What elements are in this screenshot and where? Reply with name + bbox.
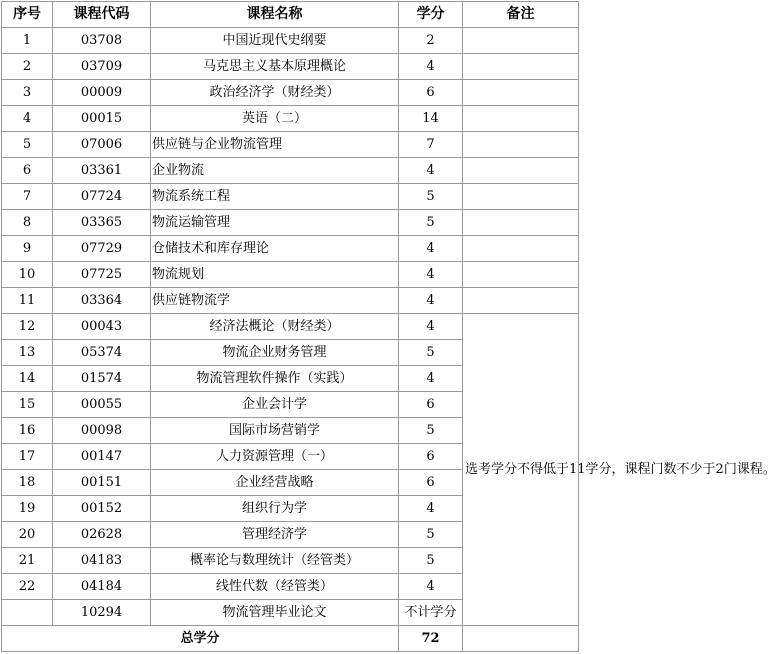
row-course-name: 人力资源管理（一） [151, 444, 399, 470]
row-code: 00098 [53, 418, 151, 444]
row-seq: 11 [2, 288, 53, 314]
row-code: 04183 [53, 548, 151, 574]
row-credit: 14 [399, 106, 463, 132]
row-remark [463, 54, 579, 80]
row-course-name: 英语（二） [151, 106, 399, 132]
row-code: 03708 [53, 28, 151, 54]
row-code: 00055 [53, 392, 151, 418]
table-body [2, 28, 776, 626]
row-seq: 9 [2, 236, 53, 262]
row-remark [463, 28, 579, 54]
table-row [2, 80, 579, 106]
row-credit: 4 [399, 288, 463, 314]
row-credit: 5 [399, 210, 463, 236]
row-credit: 不计学分 [399, 600, 463, 626]
row-course-name: 企业物流 [151, 158, 399, 184]
row-seq: 1 [2, 28, 53, 54]
row-credit: 5 [399, 340, 463, 366]
row-seq: 4 [2, 106, 53, 132]
row-credit: 2 [399, 28, 463, 54]
row-course-name: 物流企业财务管理 [151, 340, 399, 366]
row-credit: 5 [399, 184, 463, 210]
row-course-name: 企业经营战略 [151, 470, 399, 496]
row-course-name: 供应链与企业物流管理 [151, 132, 399, 158]
row-code: 10294 [53, 600, 151, 626]
row-course-name: 中国近现代史纲要 [151, 28, 399, 54]
row-course-name: 组织行为学 [151, 496, 399, 522]
row-course-name: 线性代数（经管类） [151, 574, 399, 600]
row-credit: 6 [399, 444, 463, 470]
row-seq: 17 [2, 444, 53, 470]
row-credit: 4 [399, 158, 463, 184]
row-credit: 5 [399, 418, 463, 444]
row-course-name: 物流运输管理 [151, 210, 399, 236]
row-credit: 4 [399, 54, 463, 80]
row-code: 00147 [53, 444, 151, 470]
row-credit: 6 [399, 470, 463, 496]
row-code: 07724 [53, 184, 151, 210]
table-row [2, 288, 579, 314]
total-label: 总学分 [2, 626, 399, 652]
row-code: 07729 [53, 236, 151, 262]
row-credit: 4 [399, 574, 463, 600]
row-remark [463, 106, 579, 132]
row-course-name: 物流管理软件操作（实践） [151, 366, 399, 392]
row-credit: 5 [399, 522, 463, 548]
row-course-name: 国际市场营销学 [151, 418, 399, 444]
row-code: 00043 [53, 314, 151, 340]
header-remark: 备注 [463, 2, 579, 28]
row-code: 00015 [53, 106, 151, 132]
row-code: 05374 [53, 340, 151, 366]
header-row [2, 2, 579, 28]
row-code: 01574 [53, 366, 151, 392]
row-seq: 12 [2, 314, 53, 340]
elective-note: 选考学分不得低于11学分，课程门数不少于2门课程。 [463, 314, 579, 626]
row-remark [463, 236, 579, 262]
table-row [2, 158, 579, 184]
row-credit: 6 [399, 392, 463, 418]
row-code: 02628 [53, 522, 151, 548]
row-seq: 16 [2, 418, 53, 444]
table-row [2, 236, 579, 262]
row-course-name: 供应链物流学 [151, 288, 399, 314]
table-row [2, 210, 579, 236]
row-seq: 18 [2, 470, 53, 496]
row-seq: 21 [2, 548, 53, 574]
table-row [2, 28, 579, 54]
table-row [2, 184, 579, 210]
row-course-name: 经济法概论（财经类） [151, 314, 399, 340]
table-row [2, 314, 579, 340]
row-course-name: 马克思主义基本原理概论 [151, 54, 399, 80]
header-seq: 序号 [2, 2, 53, 28]
row-seq: 22 [2, 574, 53, 600]
row-credit: 4 [399, 366, 463, 392]
row-course-name: 物流规划 [151, 262, 399, 288]
row-code: 00151 [53, 470, 151, 496]
row-code: 03361 [53, 158, 151, 184]
row-remark [463, 210, 579, 236]
table-row [2, 106, 579, 132]
row-course-name: 概率论与数理统计（经管类） [151, 548, 399, 574]
header-credit: 学分 [399, 2, 463, 28]
header-name: 课程名称 [151, 2, 399, 28]
total-remark-cell [463, 626, 579, 652]
row-remark [463, 80, 579, 106]
row-code: 07006 [53, 132, 151, 158]
row-code: 03364 [53, 288, 151, 314]
row-credit: 6 [399, 80, 463, 106]
row-credit: 5 [399, 548, 463, 574]
row-seq: 13 [2, 340, 53, 366]
row-course-name: 政治经济学（财经类） [151, 80, 399, 106]
row-course-name: 物流系统工程 [151, 184, 399, 210]
row-seq: 3 [2, 80, 53, 106]
row-seq: 7 [2, 184, 53, 210]
row-course-name: 企业会计学 [151, 392, 399, 418]
row-remark [463, 288, 579, 314]
row-seq: 2 [2, 54, 53, 80]
total-value: 72 [399, 626, 463, 652]
row-seq: 19 [2, 496, 53, 522]
row-seq: 6 [2, 158, 53, 184]
row-credit: 4 [399, 236, 463, 262]
row-code: 03365 [53, 210, 151, 236]
row-seq: 8 [2, 210, 53, 236]
row-course-name: 管理经济学 [151, 522, 399, 548]
row-remark [463, 184, 579, 210]
row-course-name: 仓储技术和库存理论 [151, 236, 399, 262]
row-code: 03709 [53, 54, 151, 80]
row-seq [2, 600, 53, 626]
row-remark [463, 132, 579, 158]
total-row [2, 626, 579, 652]
row-code: 00009 [53, 80, 151, 106]
row-code: 04184 [53, 574, 151, 600]
row-credit: 4 [399, 496, 463, 522]
row-remark [463, 158, 579, 184]
row-code: 00152 [53, 496, 151, 522]
row-seq: 20 [2, 522, 53, 548]
row-credit: 4 [399, 262, 463, 288]
row-code: 07725 [53, 262, 151, 288]
row-course-name: 物流管理毕业论文 [151, 600, 399, 626]
row-seq: 14 [2, 366, 53, 392]
row-remark [463, 262, 579, 288]
row-seq: 10 [2, 262, 53, 288]
table-row [2, 54, 579, 80]
row-credit: 7 [399, 132, 463, 158]
row-seq: 15 [2, 392, 53, 418]
table-row [2, 132, 579, 158]
row-seq: 5 [2, 132, 53, 158]
table-row [2, 262, 579, 288]
curriculum-table [1, 1, 776, 652]
header-code: 课程代码 [53, 2, 151, 28]
row-credit: 4 [399, 314, 463, 340]
